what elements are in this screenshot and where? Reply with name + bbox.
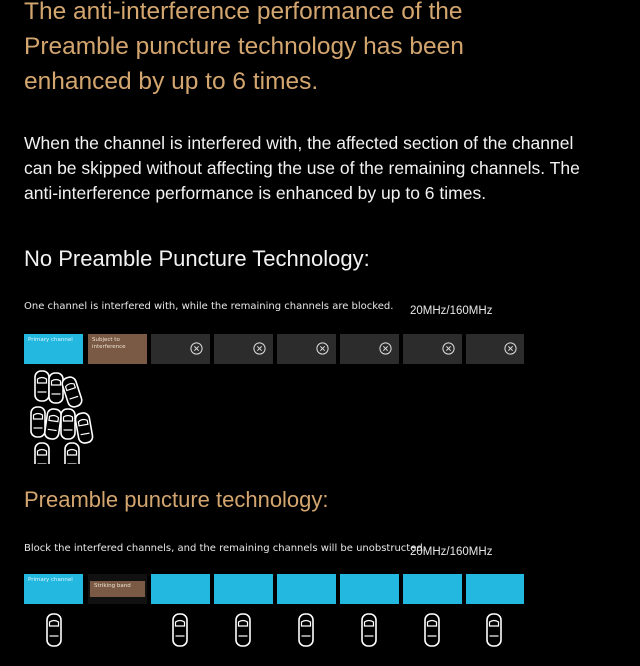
car-icon <box>299 614 313 646</box>
description-line: anti-interference performance is enhanced by up to 6 times. <box>24 183 487 203</box>
headline-line: enhanced by up to 6 times. <box>24 68 319 95</box>
open-channel-cell <box>214 574 273 604</box>
car-icon <box>35 443 49 464</box>
punctured-channel-cell <box>88 574 147 604</box>
no-puncture-channel-strip <box>24 334 524 364</box>
car-icon <box>35 371 49 401</box>
headline-line: The anti-interference performance of the <box>24 0 463 25</box>
circle-x-icon <box>190 342 203 355</box>
car-icon <box>49 373 63 403</box>
headline <box>24 0 624 99</box>
interfered-channel-cell <box>88 334 147 364</box>
traffic-jam-cars-illustration <box>28 368 98 464</box>
car-icon <box>362 614 376 646</box>
car-icon <box>487 614 501 646</box>
interfered-channel-bar <box>90 581 145 597</box>
open-channel-cell <box>340 574 399 604</box>
primary-channel-cell <box>24 334 83 364</box>
description-paragraph <box>24 131 624 206</box>
car-icon <box>47 614 61 646</box>
no-puncture-caption: One channel is interfered with, while the remaining channels are blocked. <box>24 301 394 312</box>
car-icon <box>425 614 439 646</box>
car-icon <box>173 614 187 646</box>
primary-channel-label: Primary channel <box>28 337 73 343</box>
car-icon <box>236 614 250 646</box>
puncture-bandwidth: 20MHz/160MHz <box>410 546 493 558</box>
car-icon <box>31 407 45 437</box>
blocked-channel-cell <box>151 334 210 364</box>
blocked-channel-cell <box>403 334 462 364</box>
car-icon <box>61 409 75 439</box>
puncture-channel-strip <box>24 574 524 604</box>
car-icon <box>44 408 62 440</box>
blocked-channel-cell <box>214 334 273 364</box>
car-icon <box>61 376 84 409</box>
circle-x-icon <box>442 342 455 355</box>
open-channel-cell <box>403 574 462 604</box>
circle-x-icon <box>253 342 266 355</box>
circle-x-icon <box>379 342 392 355</box>
headline-line: Preamble puncture technology has been <box>24 33 464 60</box>
open-channel-cell <box>277 574 336 604</box>
primary-channel-cell <box>24 574 83 604</box>
car-icon <box>65 443 79 464</box>
primary-channel-label: Primary channel <box>28 577 73 583</box>
open-channel-cell <box>466 574 524 604</box>
interfered-channel-label: Striking band <box>94 583 131 589</box>
puncture-caption: Block the interfered channels, and the remaining channels will be unobstructed. <box>24 543 426 554</box>
blocked-channel-cell <box>466 334 524 364</box>
flowing-cars-row <box>24 610 524 650</box>
interfered-channel-label: Subject to interference <box>92 337 126 350</box>
circle-x-icon <box>504 342 517 355</box>
no-puncture-bandwidth: 20MHz/160MHz <box>410 305 493 317</box>
blocked-channel-cell <box>277 334 336 364</box>
no-puncture-title: No Preamble Puncture Technology: <box>24 246 370 271</box>
puncture-title: Preamble puncture technology: <box>24 487 329 512</box>
open-channel-cell <box>151 574 210 604</box>
blocked-channel-cell <box>340 334 399 364</box>
description-line: When the channel is interfered with, the affected section of the channel <box>24 133 574 153</box>
car-icon <box>75 412 94 444</box>
description-line: can be skipped without affecting the use of the remaining channels. The <box>24 158 580 178</box>
circle-x-icon <box>316 342 329 355</box>
